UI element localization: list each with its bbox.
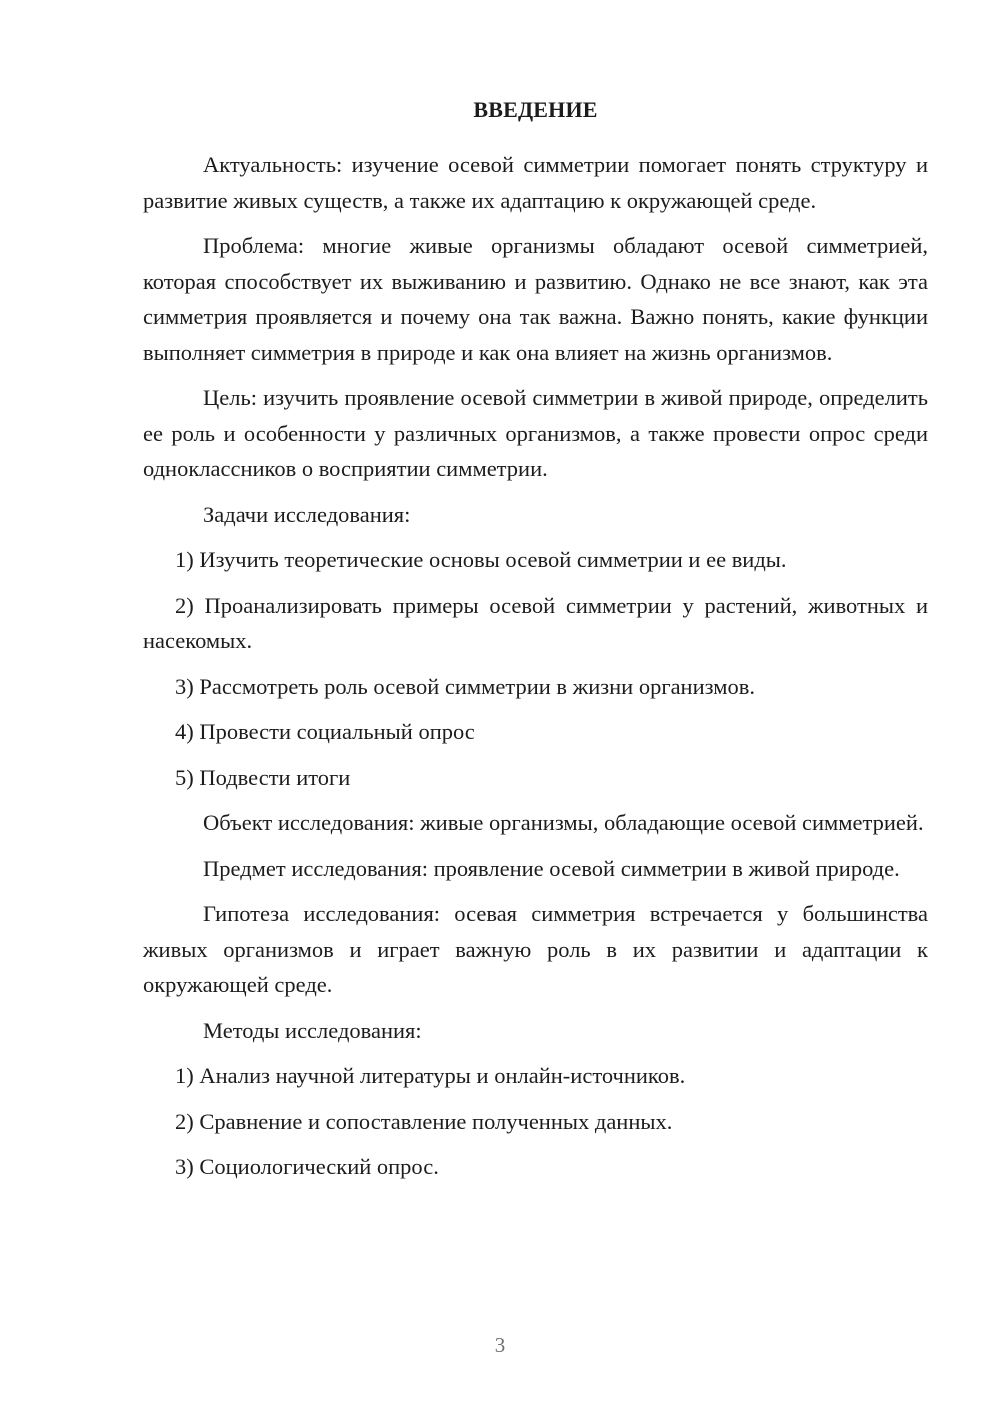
problem-paragraph: Проблема: многие живые организмы обладают осевой симметрией, которая способствует их выживанию и развитию. Однако не все знают, как эта симметрия проявляется и почему она так важна. Важно понять, какие функции выполняет симметрия в природе и как она влияет на жизнь организмов. bbox=[143, 233, 928, 365]
object-paragraph: Объект исследования: живые организмы, обладающие осевой симметрией. bbox=[203, 810, 924, 835]
page-content bbox=[143, 92, 928, 1195]
task-item-1: 1) Изучить теоретические основы осевой симметрии и ее виды. bbox=[175, 547, 787, 572]
tasks-heading: Задачи исследования: bbox=[203, 501, 411, 527]
goal-paragraph: Цель: изучить проявление осевой симметрии в живой природе, определить ее роль и особенности у различных организмов, а также провести опрос среди одноклассников о восприятии симметрии. bbox=[143, 385, 928, 481]
relevance-paragraph: Актуальность: изучение осевой симметрии помогает понять структуру и развитие живых существ, а также их адаптацию к окружающей среде. bbox=[143, 152, 928, 213]
task-item-2: 2) Проанализировать примеры осевой симметрии у растений, животных и насекомых. bbox=[143, 592, 928, 653]
method-item-1: 1) Анализ научной литературы и онлайн-источников. bbox=[175, 1063, 686, 1088]
hypothesis-paragraph: Гипотеза исследования: осевая симметрия встречается у большинства живых организмов и играет важную роль в их развитии и адаптации к окружающей среде. bbox=[143, 901, 928, 997]
page-number: 3 bbox=[494, 1333, 506, 1357]
method-item-3: 3) Социологический опрос. bbox=[175, 1154, 439, 1179]
task-item-4: 4) Провести социальный опрос bbox=[175, 719, 475, 744]
task-item-5: 5) Подвести итоги bbox=[175, 764, 351, 790]
method-item-2: 2) Сравнение и сопоставление полученных данных. bbox=[175, 1108, 673, 1134]
page-title: ВВЕДЕНИЕ bbox=[473, 97, 598, 122]
task-item-3: 3) Рассмотреть роль осевой симметрии в жизни организмов. bbox=[175, 673, 755, 699]
subject-paragraph: Предмет исследования: проявление осевой симметрии в живой природе. bbox=[203, 855, 900, 881]
methods-heading: Методы исследования: bbox=[203, 1017, 422, 1043]
